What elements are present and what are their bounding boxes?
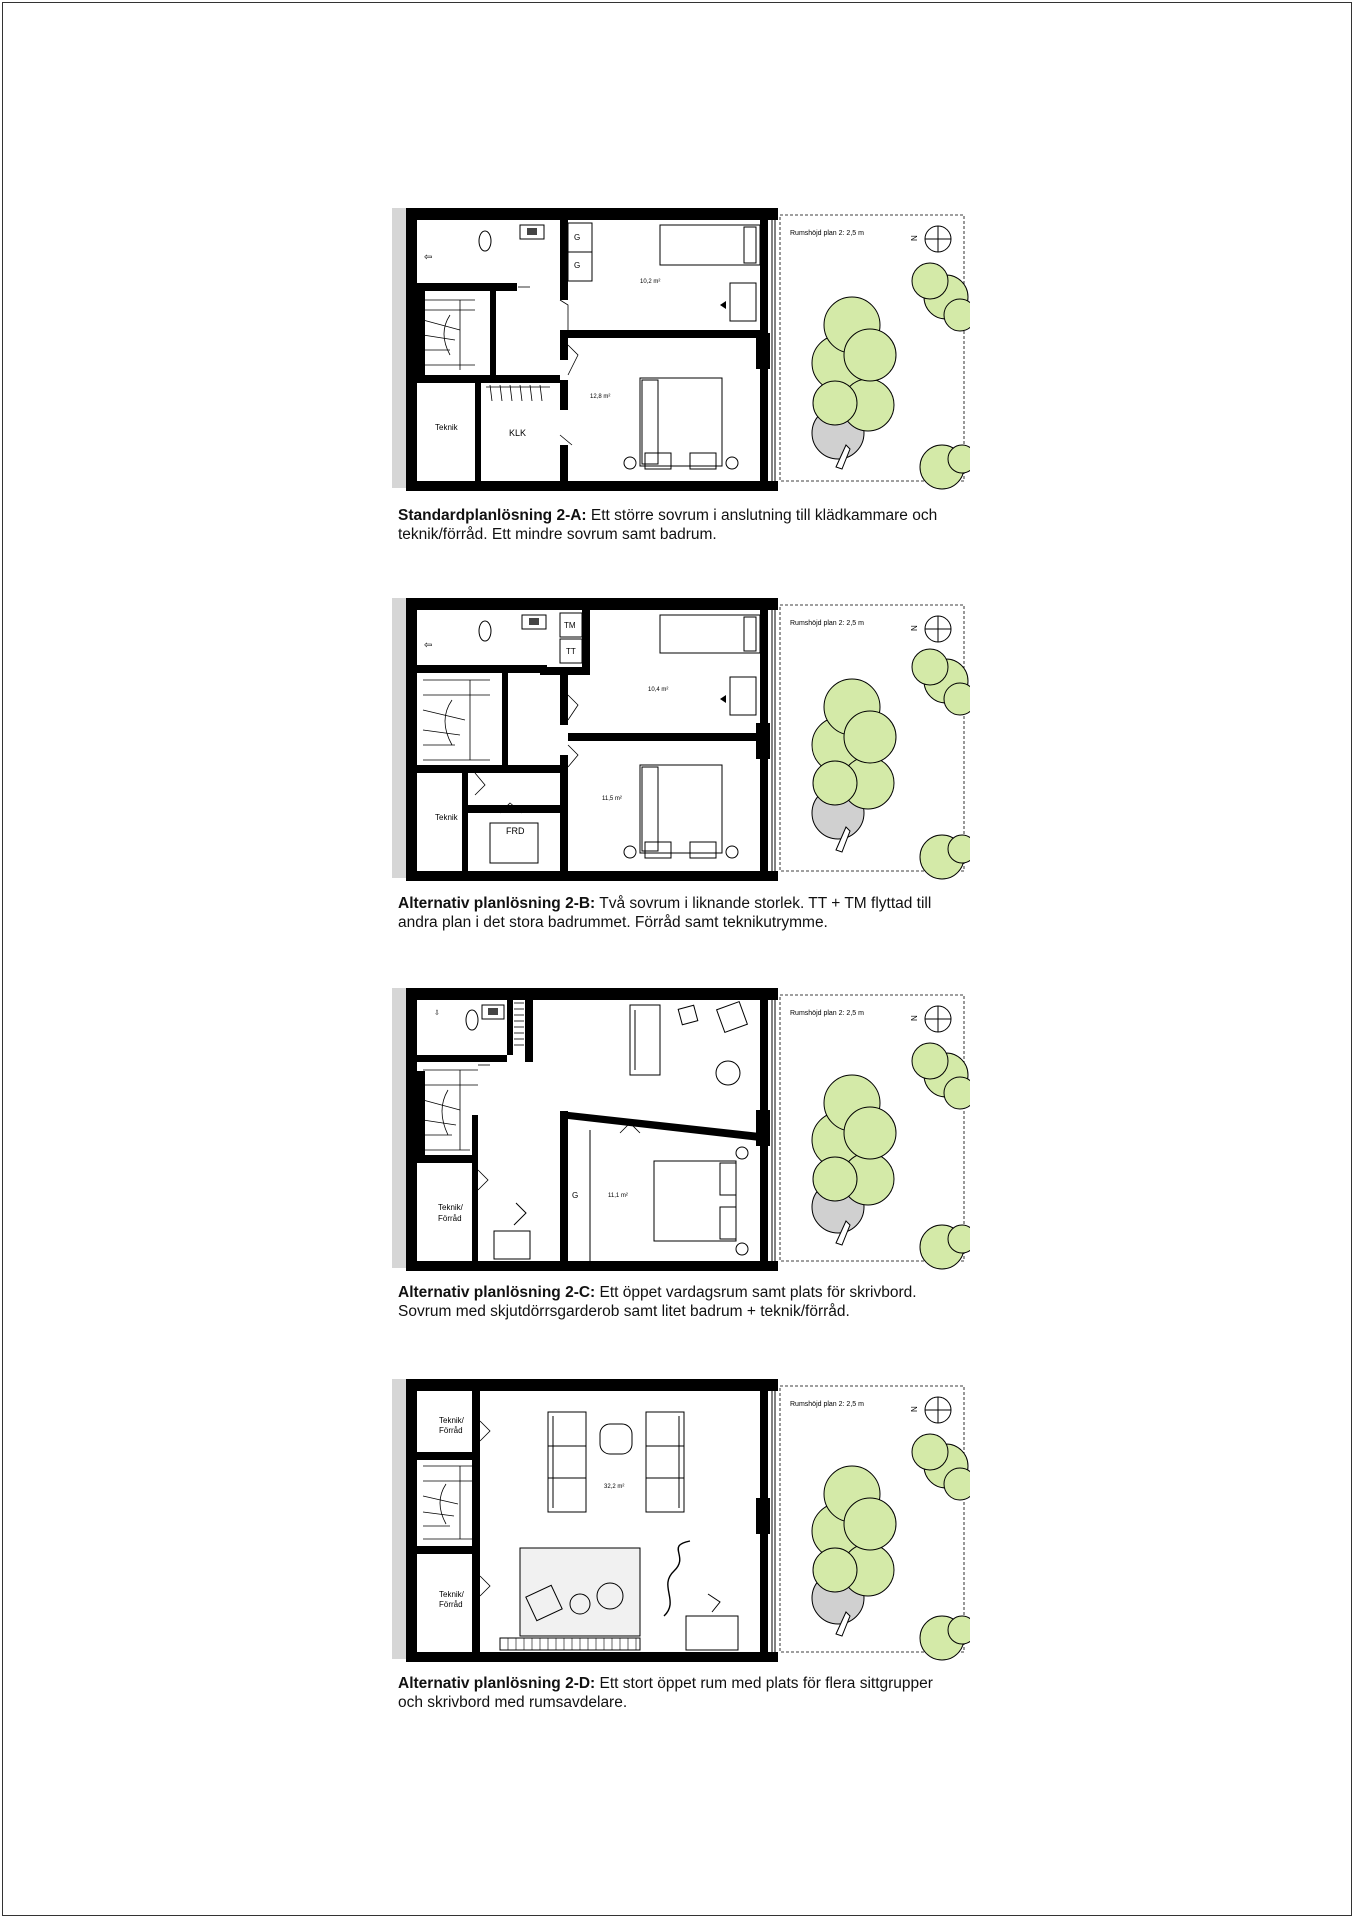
caption-text: Två sovrum i liknande storlek. TT + TM flyttad till andra plan i det stora badrummet. Förråd samt teknikutrymme.: [398, 895, 932, 931]
label-teknik-bot-2: Förråd: [439, 1600, 463, 1609]
label-area-small: 10,4 m²: [648, 687, 669, 693]
room-height-note: Rumshöjd plan 2: 2,5 m: [790, 620, 864, 627]
caption-title: Alternativ planlösning 2-B:: [398, 895, 596, 912]
label-teknik-2: Förråd: [438, 1214, 462, 1223]
label-teknik-top-1: Teknik/: [439, 1416, 464, 1425]
label-g2: G: [574, 261, 581, 270]
caption-title: Alternativ planlösning 2-D:: [398, 1675, 596, 1692]
label-teknik-top-2: Förråd: [439, 1426, 463, 1435]
label-teknik-bot-1: Teknik/: [439, 1590, 464, 1599]
svg-text:⇦: ⇦: [424, 252, 433, 263]
label-teknik-1: Teknik/: [438, 1203, 463, 1212]
caption-2d: [398, 1674, 958, 1712]
compass-n: N: [910, 1406, 919, 1412]
label-area-small: 10,2 m²: [640, 279, 661, 285]
room-height-note: Rumshöjd plan 2: 2,5 m: [790, 1010, 864, 1017]
compass-n: N: [910, 1015, 919, 1021]
label-area-bed: 11,1 m²: [608, 1193, 628, 1199]
label-area-large: 11,5 m²: [602, 796, 622, 802]
label-tt: TT: [566, 647, 576, 656]
floor-plan-2a: [390, 205, 970, 485]
label-teknik: Teknik: [435, 423, 458, 432]
floor-plan-2c: [390, 985, 970, 1265]
label-area-open: 32,2 m²: [604, 1484, 625, 1490]
svg-text:⇩: ⇩: [434, 1010, 440, 1017]
label-g: G: [572, 1191, 579, 1200]
label-g1: G: [574, 233, 581, 242]
compass-n: N: [910, 235, 919, 241]
room-height-note: Rumshöjd plan 2: 2,5 m: [790, 1401, 864, 1408]
label-tm: TM: [564, 621, 576, 630]
compass-n: N: [910, 625, 919, 631]
label-teknik: Teknik: [435, 813, 458, 822]
label-frd: FRD: [506, 826, 525, 836]
room-height-note: Rumshöjd plan 2: 2,5 m: [790, 230, 864, 237]
caption-2a: [398, 506, 958, 544]
caption-2b: [398, 894, 958, 932]
caption-title: Standardplanlösning 2-A:: [398, 507, 587, 524]
caption-text: Ett större sovrum i anslutning till klädkammare och teknik/förråd. Ett mindre sovrum samt badrum.: [398, 507, 938, 543]
floor-plan-2b: [390, 595, 970, 875]
caption-text: Ett stort öppet rum med plats för flera sittgrupper och skrivbord med rumsavdelare.: [398, 1675, 933, 1711]
label-klk: KLK: [509, 428, 527, 438]
caption-text: Ett öppet vardagsrum samt plats för skrivbord. Sovrum med skjutdörrsgarderob samt litet badrum + teknik/förråd.: [398, 1284, 917, 1320]
label-area-large: 12,8 m²: [590, 394, 611, 400]
caption-title: Alternativ planlösning 2-C:: [398, 1284, 596, 1301]
caption-2c: [398, 1283, 958, 1321]
floor-plan-2d: [390, 1376, 970, 1656]
svg-text:⇦: ⇦: [424, 640, 433, 651]
